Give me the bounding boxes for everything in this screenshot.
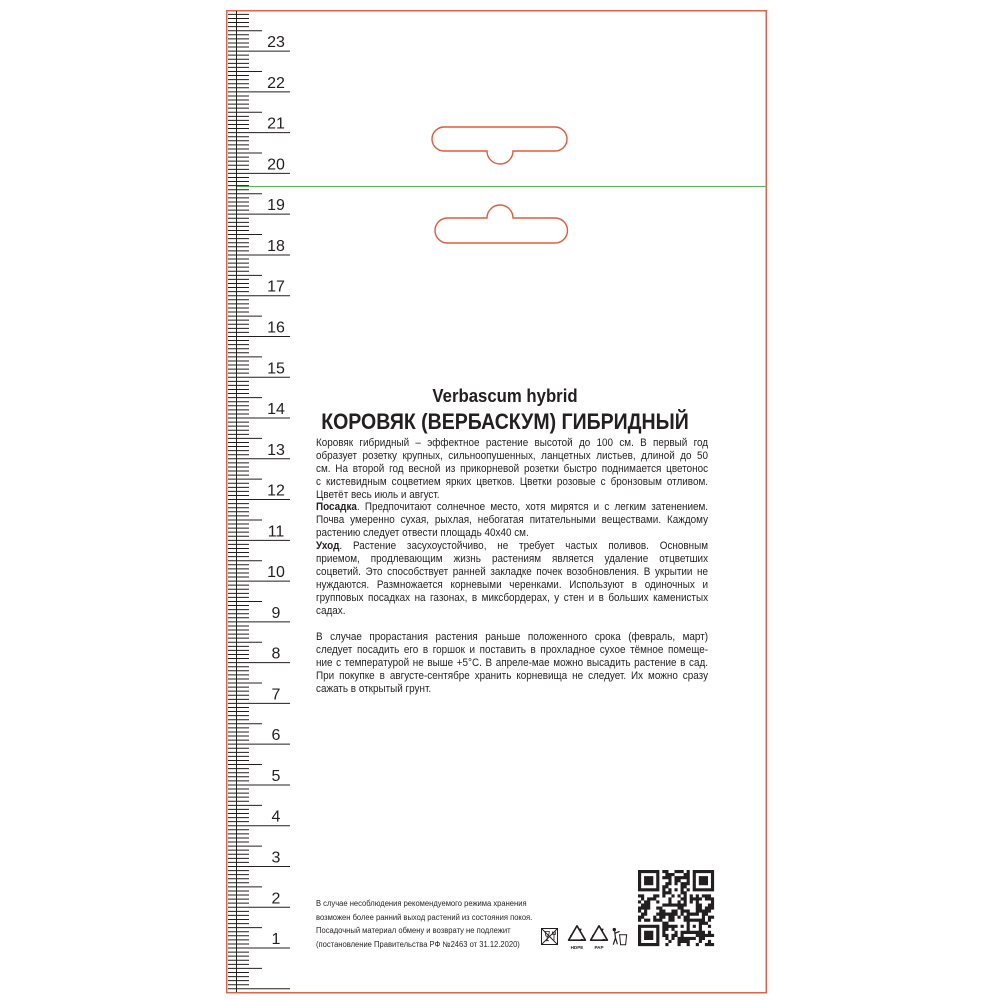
storage-notice xyxy=(316,897,563,951)
ruler-label-5: 5 xyxy=(271,767,281,785)
ruler-label-3: 3 xyxy=(271,849,281,867)
tidyman-bin xyxy=(619,935,627,945)
notice-line: (постановление Правительства РФ №2463 от 31.12.2020) xyxy=(316,939,520,949)
ruler-label-10: 10 xyxy=(267,564,285,582)
ruler-label-12: 12 xyxy=(267,482,285,500)
latin-name: Verbascum hybrid xyxy=(432,386,578,406)
care-line: садах. xyxy=(316,605,346,618)
planting-line xyxy=(316,501,708,514)
planting-text: . Предпочитают солнечное место, хотя мирятся и с легким затенением. xyxy=(356,501,709,514)
planting-label: Посадка xyxy=(316,501,357,514)
ruler-label-8: 8 xyxy=(271,645,281,663)
note-line: В случае прорастания растения раньше положенного срока (февраль, март) xyxy=(316,630,709,643)
ruler-label-2: 2 xyxy=(271,890,281,908)
recycle-triangle xyxy=(591,926,608,940)
recycle-hdpe-icon xyxy=(569,926,586,950)
ruler-labels xyxy=(267,34,285,948)
tidyman-head xyxy=(613,928,616,931)
intro-line: Цветёт весь июль и август. xyxy=(316,488,440,501)
intro-line: Коровяк гибридный – эффектное растение высотой до 100 см. В первый год xyxy=(316,436,709,449)
planting-line: Почва умеренно сухая, рыхлая, небогатая питательными веществами. Каждому xyxy=(316,514,709,527)
notice-line: Посадочный материал обмену и возврату не подлежит xyxy=(316,926,511,935)
care-line: соцветий. Это способствует ранней закладке почек возобновления. В укрытии не xyxy=(316,566,709,579)
description xyxy=(316,437,708,618)
qr-code-icon xyxy=(638,870,714,946)
ruler-label-6: 6 xyxy=(271,727,281,745)
ruler-label-7: 7 xyxy=(271,686,281,704)
ruler-label-15: 15 xyxy=(267,360,285,378)
ruler-label-4: 4 xyxy=(271,808,281,826)
ruler-label-19: 19 xyxy=(267,197,285,215)
note-line: При покупке в августе-сентябре хранить корневища не следует. Их можно сразу xyxy=(316,669,709,682)
pap-label: PAP xyxy=(594,944,604,950)
ruler-label-14: 14 xyxy=(267,401,285,419)
hdpe-label: HDPE xyxy=(570,944,584,950)
note-line: ние с температурой не выше +5°С. В апреле-мае можно высадить растение в сад. xyxy=(316,656,709,669)
note-line: сажать в открытый грунт. xyxy=(316,682,432,695)
hang-slot-upper xyxy=(432,127,567,164)
product-title: КОРОВЯК (ВЕРБАСКУМ) ГИБРИДНЫЙ xyxy=(321,409,689,434)
ruler-label-13: 13 xyxy=(267,441,285,459)
care-line xyxy=(316,540,708,553)
intro-line: образует розетку крупных, сильноопушенных, ланцетных листьев, длиной до 50 xyxy=(316,449,709,462)
ruler-label-23: 23 xyxy=(267,34,285,52)
note-line: следует посадить его в горшок и поставить в прохладное сухое тёмное помеще- xyxy=(316,643,709,656)
intro-line: см. На второй год весной из прикорневой розетки быстро поднимается цветонос xyxy=(316,462,709,475)
hang-slot-lower xyxy=(435,205,567,243)
recycle-pap-icon xyxy=(591,926,608,950)
ruler-label-22: 22 xyxy=(267,74,285,92)
tidyman-body xyxy=(613,932,619,945)
notice-line: возможен более ранний выход растений из состояния покоя. xyxy=(316,912,533,922)
care-line: групповых посадках на газонах, в миксбордерах, у стен и в больших каменистых xyxy=(316,592,709,605)
intro-line: с кистевидным соцветием ярких цветков. Цветки розовые с бронзовым отливом. xyxy=(316,475,709,488)
planting-line: растению следует отвести площадь 40х40 см. xyxy=(316,527,529,540)
ruler-label-17: 17 xyxy=(267,278,285,296)
ruler-label-1: 1 xyxy=(271,931,281,949)
ruler-label-18: 18 xyxy=(267,237,285,255)
ruler-label-20: 20 xyxy=(267,156,285,174)
early-sprouting-note xyxy=(316,631,708,696)
notice-line: В случае несоблюдения рекомендуемого режима хранения xyxy=(316,899,527,908)
ruler xyxy=(228,11,290,992)
recycle-triangle xyxy=(569,926,586,940)
ruler-label-11: 11 xyxy=(267,523,285,541)
care-line: приемом, продлевающим жизнь растениям является удаление отцветших xyxy=(316,553,709,566)
qr-code-modules xyxy=(638,870,714,946)
tidyman-icon xyxy=(613,928,628,945)
ruler-label-9: 9 xyxy=(271,604,281,622)
care-text: . Растение засухоустойчиво, не требует частых поливов. Основным xyxy=(339,540,709,553)
ruler-label-21: 21 xyxy=(267,115,285,133)
care-line: нуждаются. Размножается корневыми черенками. Используют в одиночных и xyxy=(316,579,709,592)
ruler-label-16: 16 xyxy=(267,319,285,337)
care-label: Уход xyxy=(316,540,340,553)
